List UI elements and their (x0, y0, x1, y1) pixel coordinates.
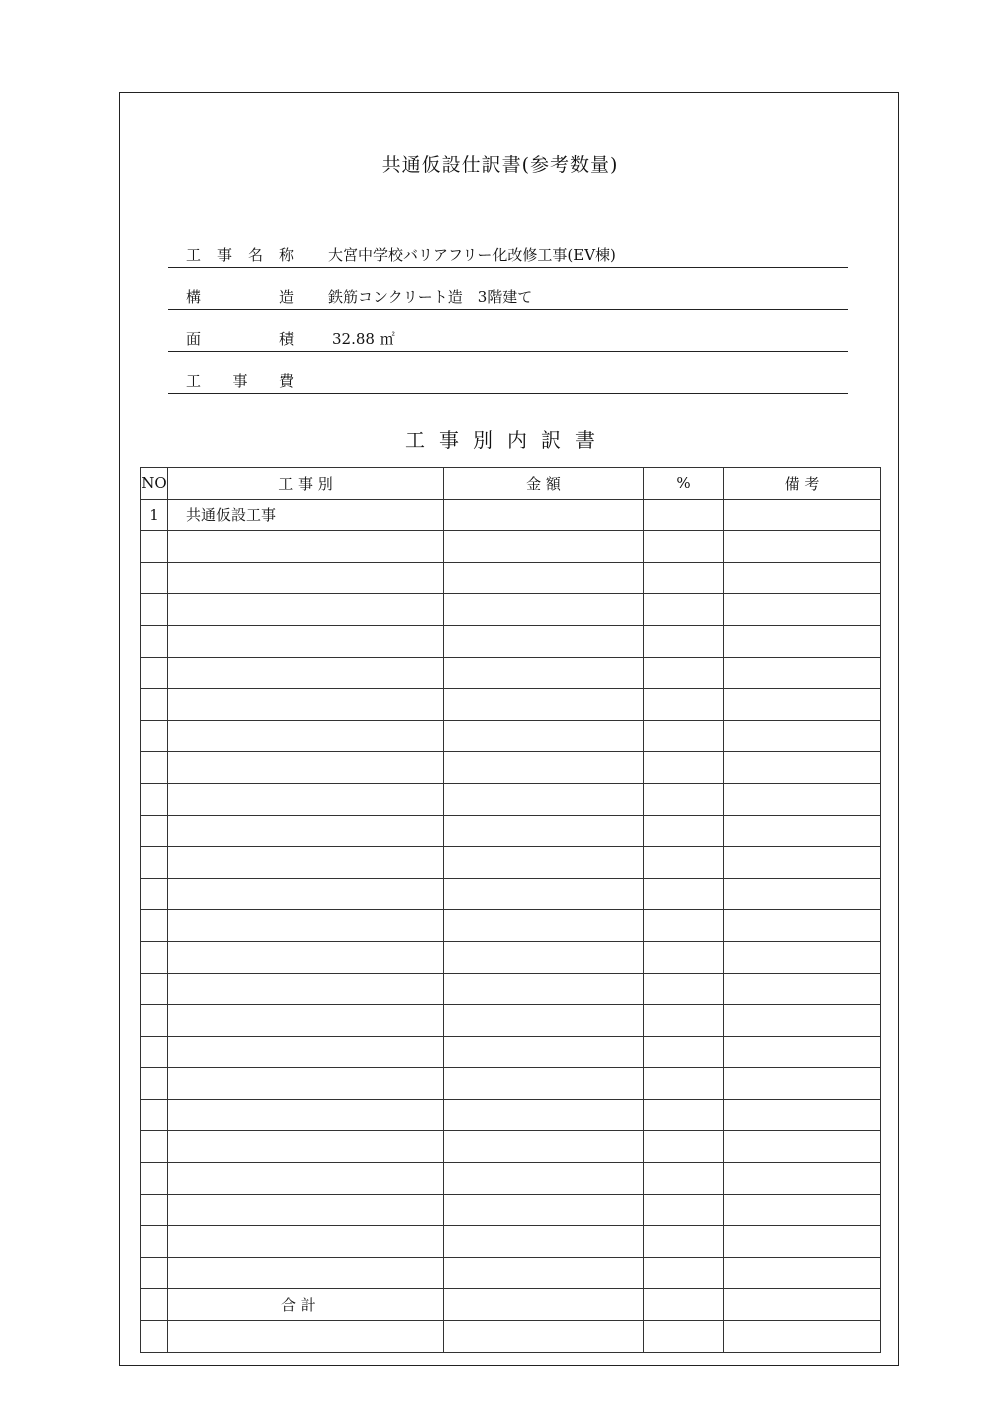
row-percent (644, 625, 724, 657)
table-row-empty (141, 562, 881, 594)
row-percent (644, 1099, 724, 1131)
breakdown-title: 工事別内訳書 (405, 428, 609, 452)
row-amount (444, 657, 644, 689)
table-row-empty (141, 594, 881, 626)
row-remarks (724, 847, 881, 879)
row-percent (644, 973, 724, 1005)
row-no (141, 752, 168, 784)
row-remarks (724, 1194, 881, 1226)
row-work (168, 1036, 444, 1068)
row-work (168, 783, 444, 815)
row-amount (444, 1005, 644, 1037)
table-row-empty (141, 752, 881, 784)
row-no (141, 1289, 168, 1321)
row-percent (644, 1005, 724, 1037)
table-header-row (141, 468, 881, 500)
table-row-empty (141, 783, 881, 815)
row-percent (644, 1163, 724, 1195)
row-remarks (724, 562, 881, 594)
row-work: 共通仮設工事 (168, 499, 444, 531)
row-no (141, 1099, 168, 1131)
row-remarks (724, 625, 881, 657)
cost-label: 工 事 費 (186, 372, 294, 390)
row-work (168, 531, 444, 563)
row-amount (444, 847, 644, 879)
row-remarks (724, 941, 881, 973)
row-amount (444, 1131, 644, 1163)
row-work (168, 973, 444, 1005)
row-work (168, 657, 444, 689)
row-percent (644, 752, 724, 784)
row-no (141, 720, 168, 752)
table-row-empty (141, 689, 881, 721)
row-work (168, 910, 444, 942)
row-work (168, 1131, 444, 1163)
table-total-row (141, 1289, 881, 1321)
row-no (141, 689, 168, 721)
project-name-label: 工 事 名 称 (186, 246, 294, 264)
row-no (141, 1005, 168, 1037)
row-amount (444, 1257, 644, 1289)
row-remarks (724, 1131, 881, 1163)
row-no (141, 1257, 168, 1289)
table-row-empty (141, 657, 881, 689)
structure-row (168, 285, 848, 310)
total-label: 合 計 (168, 1289, 444, 1321)
table-row-empty (141, 847, 881, 879)
row-percent (644, 941, 724, 973)
row-percent (644, 815, 724, 847)
row-no (141, 562, 168, 594)
row-work (168, 1321, 444, 1353)
row-no (141, 815, 168, 847)
header-remarks: 備 考 (724, 468, 881, 500)
row-work (168, 594, 444, 626)
row-remarks (724, 720, 881, 752)
row-no (141, 878, 168, 910)
row-percent (644, 1257, 724, 1289)
row-remarks (724, 1005, 881, 1037)
document-title: 共通仮設仕訳書(参考数量) (381, 154, 619, 176)
row-remarks (724, 973, 881, 1005)
row-no (141, 1131, 168, 1163)
row-amount (444, 1194, 644, 1226)
row-percent (644, 1131, 724, 1163)
row-amount (444, 783, 644, 815)
row-no (141, 941, 168, 973)
area-unit: ㎡ (379, 330, 395, 348)
row-amount (444, 594, 644, 626)
breakdown-table (140, 467, 881, 1353)
table-row-empty (141, 1099, 881, 1131)
row-work (168, 752, 444, 784)
row-amount (444, 1321, 644, 1353)
cost-row (168, 369, 848, 394)
row-amount (444, 689, 644, 721)
row-percent (644, 594, 724, 626)
table-row-empty (141, 1131, 881, 1163)
row-no (141, 1226, 168, 1258)
row-no (141, 783, 168, 815)
row-amount (444, 910, 644, 942)
table-row-empty (141, 973, 881, 1005)
row-work (168, 1257, 444, 1289)
table-row-empty (141, 1163, 881, 1195)
header-percent: % (644, 468, 724, 500)
row-work (168, 941, 444, 973)
row-remarks (724, 783, 881, 815)
row-no (141, 625, 168, 657)
row-percent (644, 720, 724, 752)
table-row (141, 499, 881, 531)
row-percent (644, 562, 724, 594)
row-work (168, 1226, 444, 1258)
row-percent (644, 847, 724, 879)
row-work (168, 815, 444, 847)
table-body (141, 499, 881, 1352)
row-remarks (724, 1321, 881, 1353)
row-work (168, 625, 444, 657)
table-row-empty (141, 1068, 881, 1100)
row-amount (444, 625, 644, 657)
row-remarks (724, 1068, 881, 1100)
table-row-empty (141, 625, 881, 657)
row-amount (444, 720, 644, 752)
area-row (168, 327, 848, 352)
row-amount (444, 1163, 644, 1195)
table-row-empty (141, 531, 881, 563)
row-amount (444, 562, 644, 594)
table-row-empty (141, 1194, 881, 1226)
row-no (141, 910, 168, 942)
table-row-empty (141, 1226, 881, 1258)
row-amount (444, 1036, 644, 1068)
row-no (141, 1194, 168, 1226)
row-remarks (724, 1099, 881, 1131)
row-remarks (724, 1289, 881, 1321)
structure-label: 構 造 (186, 288, 294, 306)
table-row-empty (141, 1005, 881, 1037)
row-amount (444, 973, 644, 1005)
row-remarks (724, 878, 881, 910)
row-no (141, 847, 168, 879)
table-row-empty (141, 941, 881, 973)
row-remarks (724, 499, 881, 531)
row-remarks (724, 689, 881, 721)
row-no (141, 1321, 168, 1353)
area-value (332, 328, 395, 349)
row-no (141, 594, 168, 626)
row-remarks (724, 1036, 881, 1068)
table-row-empty (141, 1257, 881, 1289)
row-no (141, 657, 168, 689)
row-amount (444, 499, 644, 531)
row-percent (644, 689, 724, 721)
row-percent (644, 878, 724, 910)
row-remarks (724, 910, 881, 942)
table-row-empty (141, 815, 881, 847)
row-remarks (724, 1163, 881, 1195)
table-row-empty (141, 878, 881, 910)
row-percent (644, 1036, 724, 1068)
row-remarks (724, 1257, 881, 1289)
row-no: 1 (141, 499, 168, 531)
row-amount (444, 878, 644, 910)
row-no (141, 1068, 168, 1100)
row-percent (644, 657, 724, 689)
row-percent (644, 1321, 724, 1353)
row-amount (444, 1226, 644, 1258)
row-amount (444, 1099, 644, 1131)
row-remarks (724, 752, 881, 784)
row-work (168, 689, 444, 721)
header-amount: 金 額 (444, 468, 644, 500)
row-percent (644, 910, 724, 942)
table-row-empty (141, 720, 881, 752)
row-no (141, 973, 168, 1005)
row-work (168, 878, 444, 910)
row-percent (644, 531, 724, 563)
row-percent (644, 1194, 724, 1226)
row-no (141, 531, 168, 563)
row-remarks (724, 1226, 881, 1258)
area-label: 面 積 (186, 330, 294, 348)
row-remarks (724, 531, 881, 563)
row-amount (444, 1068, 644, 1100)
row-percent (644, 783, 724, 815)
row-work (168, 1163, 444, 1195)
row-work (168, 720, 444, 752)
row-amount (444, 1289, 644, 1321)
row-percent (644, 1226, 724, 1258)
header-no: NO (141, 468, 168, 500)
project-name-row (168, 243, 848, 268)
row-amount (444, 752, 644, 784)
row-amount (444, 531, 644, 563)
project-name-value: 大宮中学校バリアフリー化改修工事(EV棟) (328, 246, 616, 264)
table-row-empty (141, 1321, 881, 1353)
row-amount (444, 941, 644, 973)
row-percent (644, 1068, 724, 1100)
row-no (141, 1036, 168, 1068)
row-percent (644, 1289, 724, 1321)
table-row-empty (141, 910, 881, 942)
row-no (141, 1163, 168, 1195)
row-percent (644, 499, 724, 531)
row-amount (444, 815, 644, 847)
row-work (168, 1005, 444, 1037)
structure-value: 鉄筋コンクリート造 3階建て (328, 288, 533, 306)
row-work (168, 1099, 444, 1131)
header-work: 工 事 別 (168, 468, 444, 500)
row-remarks (724, 594, 881, 626)
row-remarks (724, 657, 881, 689)
row-work (168, 1194, 444, 1226)
table-row-empty (141, 1036, 881, 1068)
area-number: 32.88 (332, 330, 375, 348)
row-remarks (724, 815, 881, 847)
row-work (168, 1068, 444, 1100)
row-work (168, 562, 444, 594)
row-work (168, 847, 444, 879)
